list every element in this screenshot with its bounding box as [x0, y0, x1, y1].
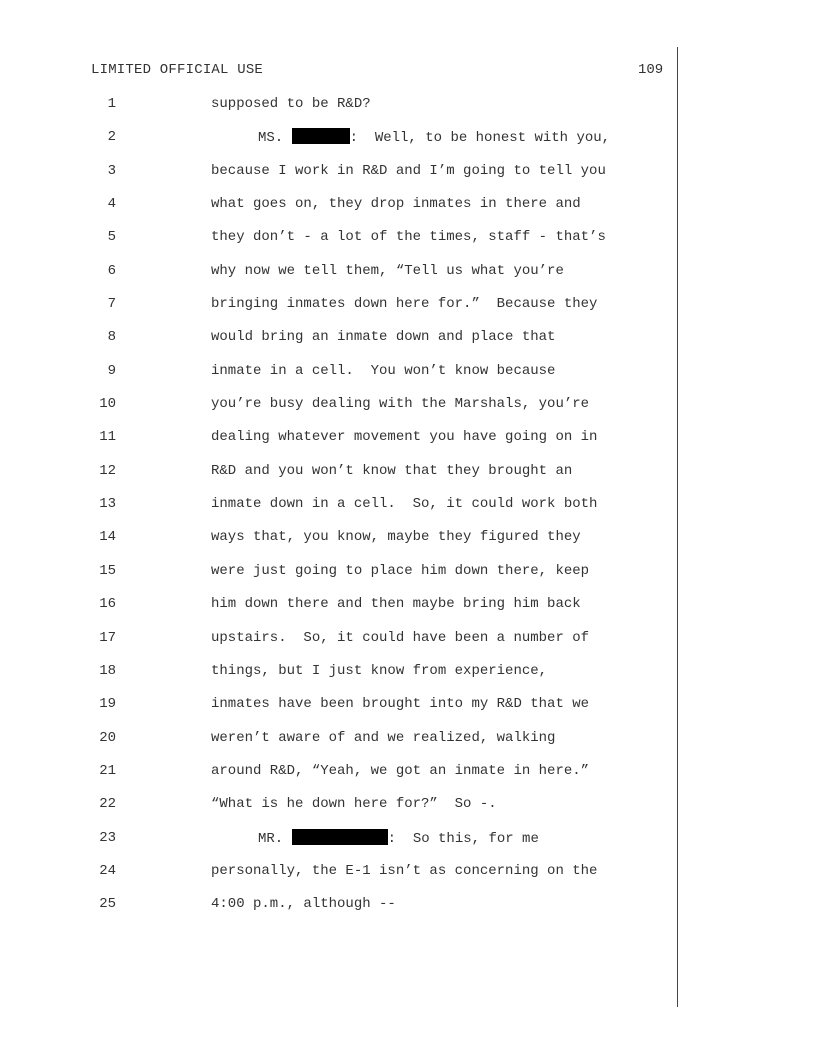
line-text: would bring an inmate down and place that	[211, 329, 556, 346]
transcript-line	[0, 262, 816, 295]
line-text: R&D and you won’t know that they brought an	[211, 462, 573, 479]
line-text: dealing whatever movement you have going on in	[211, 429, 598, 446]
transcript-line	[0, 162, 816, 195]
line-text: what goes on, they drop inmates in there and	[211, 196, 581, 213]
transcript-line	[0, 562, 816, 595]
transcript-line	[0, 328, 816, 361]
line-number: 16	[99, 596, 116, 613]
line-text: things, but I just know from experience,	[211, 662, 548, 679]
line-text: bringing inmates down here for.” Because they	[211, 296, 598, 313]
transcript-line	[0, 695, 816, 728]
line-number: 19	[99, 696, 116, 713]
transcript-line	[0, 729, 816, 762]
transcript-line	[0, 829, 816, 862]
speaker-line	[258, 829, 539, 848]
line-number: 3	[107, 162, 116, 179]
transcript-line	[0, 428, 816, 461]
line-text: weren’t aware of and we realized, walking	[211, 729, 556, 746]
line-number: 1	[107, 96, 116, 112]
transcript-line	[0, 762, 816, 795]
transcript-line	[0, 462, 816, 495]
transcript-line	[0, 629, 816, 662]
line-number: 13	[99, 496, 116, 513]
line-text: : So this, for me	[387, 830, 539, 847]
line-text: 4:00 p.m., although --	[211, 896, 396, 913]
line-text: because I work in R&D and I’m going to tell you	[211, 162, 606, 179]
line-number: 21	[99, 762, 116, 779]
line-number: 7	[107, 296, 116, 313]
line-number: 14	[99, 529, 116, 546]
speaker-title: MR.	[258, 830, 284, 847]
transcript-line	[0, 295, 816, 328]
line-number: 10	[99, 396, 116, 413]
line-text: inmate down in a cell. So, it could work both	[211, 496, 598, 513]
line-text: inmate in a cell. You won’t know because	[211, 362, 556, 379]
line-text: personally, the E-1 isn’t as concerning on the	[211, 862, 598, 879]
transcript-line	[0, 795, 816, 828]
line-number: 15	[99, 562, 116, 579]
line-number: 25	[99, 896, 116, 913]
speaker-line	[258, 128, 610, 147]
redaction-box	[292, 829, 388, 845]
line-number: 17	[99, 629, 116, 646]
redaction-box	[292, 128, 350, 144]
transcript-line	[0, 895, 816, 928]
line-text: ways that, you know, maybe they figured they	[211, 529, 581, 546]
transcript-line	[0, 195, 816, 228]
line-text: why now we tell them, “Tell us what you’re	[211, 262, 564, 279]
speaker-title: MS.	[258, 130, 284, 147]
transcript-line	[0, 228, 816, 261]
line-text: “What is he down here for?” So -.	[211, 796, 497, 813]
line-text: inmates have been brought into my R&D that we	[211, 696, 590, 713]
line-number: 12	[99, 462, 116, 479]
line-text: you’re busy dealing with the Marshals, you’re	[211, 396, 590, 413]
transcript-lines	[0, 95, 816, 929]
line-number: 23	[99, 829, 116, 846]
line-text: around R&D, “Yeah, we got an inmate in here.”	[211, 762, 590, 779]
transcript-line	[0, 662, 816, 695]
line-text: upstairs. So, it could have been a number of	[211, 629, 590, 646]
line-text: : Well, to be honest with you,	[349, 130, 611, 147]
line-text: supposed to be R&D?	[211, 96, 371, 112]
line-number: 8	[107, 329, 116, 346]
line-text: him down there and then maybe bring him back	[211, 596, 581, 613]
line-number: 4	[107, 196, 116, 213]
line-text: they don’t - a lot of the times, staff - that’s	[211, 229, 606, 246]
line-number: 18	[99, 662, 116, 679]
transcript-line	[0, 528, 816, 561]
line-number: 22	[99, 796, 116, 813]
transcript-line	[0, 595, 816, 628]
transcript-line	[0, 95, 816, 128]
line-text: were just going to place him down there, keep	[211, 562, 590, 579]
line-number: 2	[107, 129, 116, 146]
transcript-line	[0, 495, 816, 528]
line-number: 24	[99, 862, 116, 879]
line-number: 5	[107, 229, 116, 246]
transcript-line	[0, 862, 816, 895]
line-number: 9	[107, 362, 116, 379]
page-number: 109	[638, 62, 664, 78]
line-number: 6	[107, 262, 116, 279]
transcript-line	[0, 362, 816, 395]
line-number: 11	[99, 429, 116, 446]
transcript-line	[0, 128, 816, 161]
header-classification: LIMITED OFFICIAL USE	[91, 62, 264, 78]
transcript-line	[0, 395, 816, 428]
line-number: 20	[99, 729, 116, 746]
